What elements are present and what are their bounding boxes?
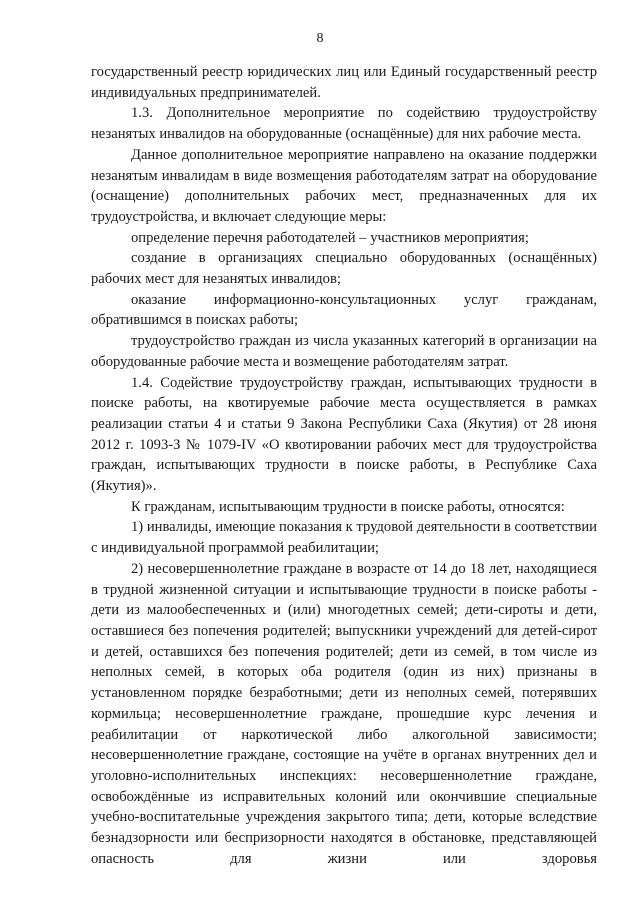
paragraph: 1) инвалиды, имеющие показания к трудовой деятельности в соответствии с индивидуальной программой реабилитации; <box>91 519 597 557</box>
paragraph: 2) несовершеннолетние граждане в возрасте от 14 до 18 лет, находящиеся в трудной жизненной ситуации и испытывающие трудности в поиске работы - дети из малообеспеченных и (или) многодетных семей; дети-сироты и дети, оставшиеся без попечения родителей; выпускники учреждений для детей-сирот и детей, оставшихся без попечения родителей; дети из семей, в том числе из неполных семей, в которых оба родителя (один из них) признаны в установленном порядке безработными; дети из неполных семей, потерявших кормильца; несовершеннолетние граждане, прошедшие курс лечения и реабилитации от наркотической либо алкогольной зависимости; несовершеннолетние граждане, состоящие на учёте в органах внутренних дел и уголовно-исполнительных инспекциях: несовершеннолетние граждане, освобождённые из исправительных колоний или окончившие специальные учебно-воспитательные учреждения закрытого типа; дети, которые вследствие безнадзорности или беспризорности находятся в обстановке, представляющей опасность для жизни или здоровья <box>91 560 597 867</box>
paragraph: государственный реестр юридических лиц или Единый государственный реестр индивидуальных предпринимателей. <box>91 64 597 101</box>
paragraph: Данное дополнительное мероприятие направлено на оказание поддержки незанятым инвалидам в виде возмещения работодателям затрат на оборудование (оснащение) дополнительных рабочих мест, предназначенных для их трудоустройства, и включает следующие меры: <box>91 146 597 225</box>
paragraph: 1.4. Содействие трудоустройству граждан, испытывающих трудности в поиске работы, на квотируемые рабочие места осуществляется в рамках реализации статьи 4 и статьи 9 Закона Республики Саха (Якутия) от 28 июня 2012 г. 1093-З № 1079-IV «О квотировании рабочих мест для трудоустройства граждан, испытывающих трудности в поиске работы, в Республике Саха (Якутия)». <box>91 374 597 495</box>
paragraph: трудоустройство граждан из числа указанных категорий в организации на оборудованные рабочие места и возмещение работодателям затрат. <box>91 333 597 370</box>
paragraph: 1.3. Дополнительное мероприятие по содействию трудоустройству незанятых инвалидов на оборудованные (оснащённые) для них рабочие места. <box>91 105 597 143</box>
paragraph: определение перечня работодателей – участников мероприятия; <box>131 229 529 246</box>
document-body <box>91 62 597 869</box>
paragraph: создание в организациях специально оборудованных (оснащённых) рабочих мест для незанятых инвалидов; <box>91 250 597 288</box>
page-number: 8 <box>316 31 324 46</box>
paragraph: оказание информационно-консультационных услуг гражданам, обратившимся в поисках работы; <box>91 291 597 329</box>
paragraph: К гражданам, испытывающим трудности в поиске работы, относятся: <box>131 498 565 515</box>
